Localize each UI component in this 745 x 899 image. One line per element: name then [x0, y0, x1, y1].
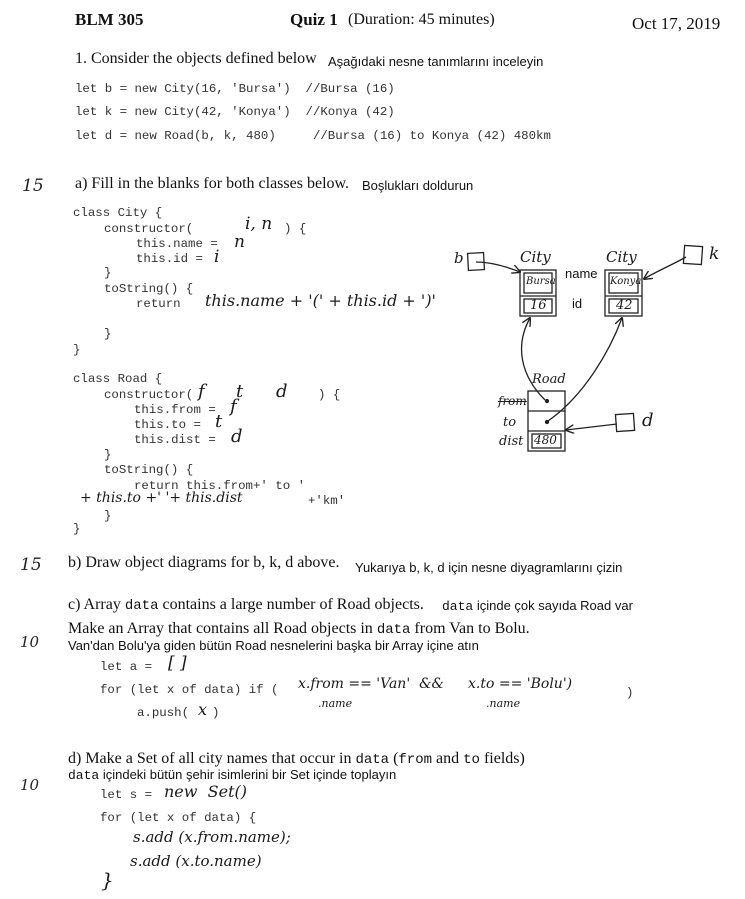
city-hand-name: n: [234, 232, 245, 252]
b-arrow: [476, 262, 520, 272]
q1-line-b: let b = new City(16, 'Bursa') //Bursa (16): [75, 82, 395, 96]
road-code-l1: class Road {: [73, 372, 163, 386]
diagram-id-label: id: [572, 296, 583, 311]
road-code-l9: +'km': [308, 494, 346, 508]
city-konya-name: Konya: [610, 276, 642, 287]
road-field-to: to: [503, 415, 517, 430]
city-hand-return: this.name + '(' + this.id + ')': [205, 291, 436, 310]
city-bursa-name: Bursa: [526, 276, 556, 287]
city-code-l6: toString() {: [104, 282, 194, 296]
road-code-l8: return this.from+' to ': [134, 479, 306, 493]
part-c-hand-note-1: .name: [318, 697, 353, 710]
part-d-prompt-2: data içindeki bütün şehir isimlerini bir Set içinde toplayın: [68, 767, 397, 783]
road-hand-from: f: [230, 396, 237, 417]
part-d-hand-4: }: [101, 868, 114, 892]
d-ref-box: [615, 413, 634, 431]
road-hand-p1: f: [198, 381, 205, 402]
road-code-l2b: ) {: [318, 388, 341, 402]
part-a-prompt: a) Fill in the blanks for both classes below.: [75, 175, 350, 192]
city-code-l1: class City {: [73, 206, 163, 220]
road-field-from: from: [498, 394, 527, 408]
road-code-l10: }: [104, 509, 112, 523]
part-c-prompt-2-tr: Van'dan Bolu'ya giden bütün Road nesnelerini başka bir Array içine atın: [68, 638, 479, 653]
diagram-label-d: d: [642, 410, 654, 431]
q1-line-k: let k = new City(42, 'Konya') //Konya (42): [75, 105, 395, 119]
city-code-l4: this.id =: [136, 252, 203, 266]
part-c-prompt-1-tr: data içinde çok sayıda Road var: [442, 598, 633, 614]
diagram-label-k: k: [709, 244, 720, 264]
road-hand-p2: t: [236, 381, 244, 402]
part-c-hand-2: x.from == 'Van' &&: [298, 676, 444, 692]
road-hand-p3: d: [276, 381, 288, 402]
q1-line-d: let d = new Road(b, k, 480) //Bursa (16) to Konya (42) 480km: [75, 129, 551, 143]
road-code-l5: this.dist =: [134, 433, 216, 447]
part-c-prompt-1: c) Array data contains a large number of Road objects.: [68, 596, 424, 614]
road-code-l6: }: [104, 448, 112, 462]
part-c-hand-note-2: .name: [486, 697, 521, 710]
part-d-hand-1: new Set(): [164, 782, 247, 801]
part-c-prompt-2: Make an Array that contains all Road objects in data from Van to Bolu.: [68, 620, 530, 638]
part-c-code-3b: ): [212, 706, 220, 720]
city-code-l2b: ) {: [284, 222, 307, 236]
road-to-arrow: [548, 318, 622, 421]
road-code-l7: toString() {: [104, 463, 194, 477]
k-arrow: [644, 257, 686, 279]
road-code-l4: this.to =: [134, 418, 201, 432]
part-d-hand-2: s.add (x.from.name);: [133, 828, 291, 846]
diagram-label-b: b: [454, 249, 464, 267]
road-field-dist: dist: [499, 434, 524, 449]
part-d-hand-3: s.add (x.to.name): [130, 852, 262, 870]
part-c-hand-1: [ ]: [168, 653, 187, 673]
city-hand-params: i, n: [245, 214, 273, 234]
score-b: 15: [20, 555, 42, 575]
part-c-hand-3: x: [198, 700, 208, 719]
road-dist-value: 480: [534, 433, 557, 447]
part-b-prompt: b) Draw object diagrams for b, k, d above.: [68, 554, 340, 571]
diagram-name-label: name: [565, 266, 598, 281]
road-code-l11: }: [73, 522, 81, 536]
road-title: Road: [532, 372, 566, 387]
city-code-l7: return: [136, 297, 181, 311]
part-c-code-2b: ): [626, 686, 634, 700]
road-hand-dist: d: [231, 426, 243, 447]
city-hand-id: i: [214, 247, 220, 267]
road-code-l2: constructor(: [104, 388, 194, 402]
part-d-prompt-1: d) Make a Set of all city names that occur in data (from and to fields): [68, 750, 525, 768]
city-bursa-id: 16: [530, 298, 547, 313]
q1-prompt: 1. Consider the objects defined below: [75, 50, 317, 67]
city-code-l2: constructor(: [104, 222, 194, 236]
city-konya-title: City: [606, 248, 637, 266]
part-c-code-1: let a =: [100, 660, 153, 674]
quiz-duration: (Duration: 45 minutes): [348, 11, 495, 28]
city-code-l5: }: [104, 266, 112, 280]
score-c: 10: [20, 633, 40, 651]
road-from-arrow: [522, 318, 545, 400]
score-a: 15: [22, 176, 44, 196]
city-bursa-title: City: [520, 248, 551, 266]
part-d-code-1: let s =: [100, 788, 153, 802]
b-ref-box: [468, 253, 485, 271]
part-a-prompt-tr: Boşlukları doldurun: [362, 178, 474, 193]
quiz-date: Oct 17, 2019: [632, 14, 721, 33]
part-c-code-2: for (let x of data) if (: [100, 683, 279, 697]
part-b-prompt-tr: Yukarıya b, k, d için nesne diyagramlarını çizin: [355, 560, 623, 575]
city-konya-id: 42: [616, 298, 633, 313]
part-c-hand-2b: x.to == 'Bolu'): [468, 676, 573, 692]
part-c-code-3: a.push(: [137, 706, 190, 720]
q1-prompt-tr: Aşağıdaki nesne tanımlarını inceleyin: [328, 54, 544, 69]
k-ref-box: [683, 245, 702, 264]
road-code-l3: this.from =: [134, 403, 216, 417]
city-code-l9: }: [73, 343, 81, 357]
course-code: BLM 305: [75, 10, 144, 29]
part-d-code-2: for (let x of data) {: [100, 811, 257, 825]
city-code-l3: this.name =: [136, 237, 218, 251]
city-code-l8: }: [104, 327, 112, 341]
score-d: 10: [20, 776, 40, 794]
quiz-title: Quiz 1: [290, 10, 338, 29]
road-hand-continuation: + this.to +' '+ this.dist: [80, 490, 243, 506]
d-arrow: [566, 424, 617, 430]
road-hand-to: t: [215, 411, 223, 432]
